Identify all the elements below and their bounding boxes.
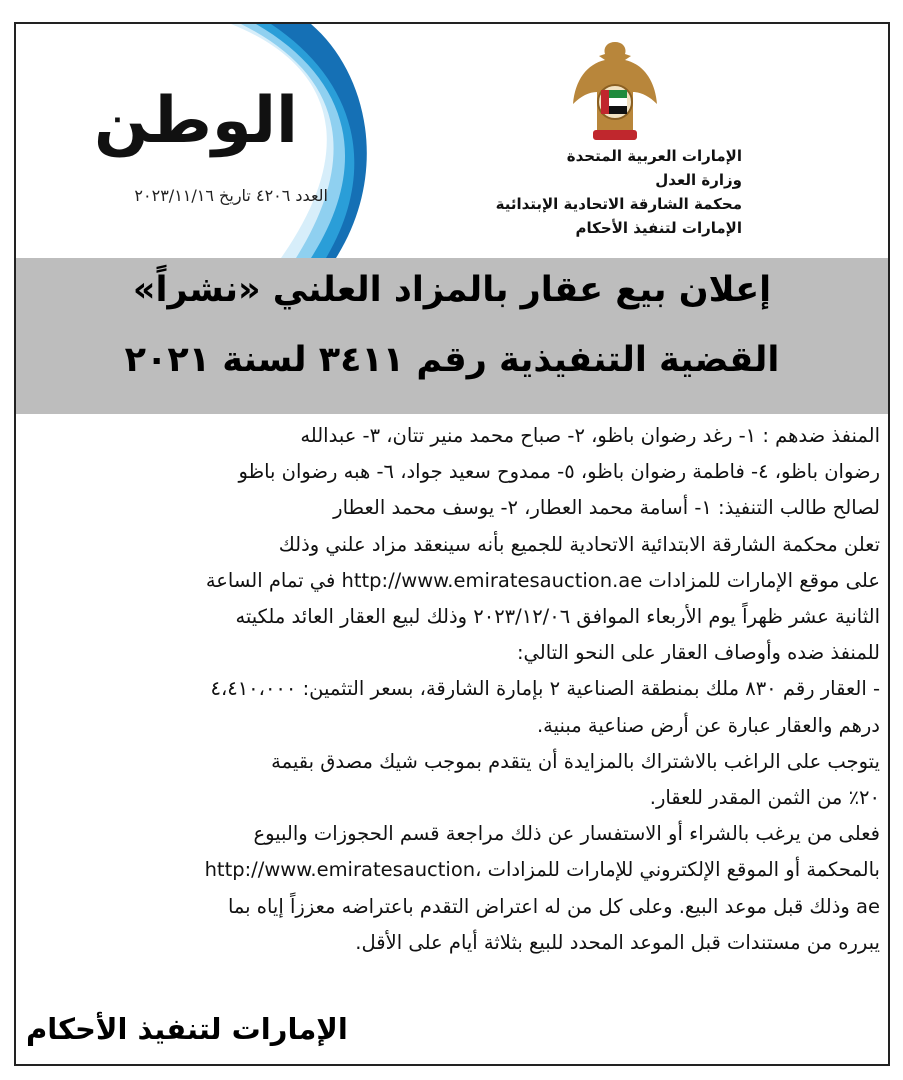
- authority-line-ministry: وزارة العدل: [655, 171, 742, 189]
- body-line: الثانية عشر ظهراً يوم الأربعاء الموافق ٢٠٢٣/١٢/٠٦ وذلك لبيع العقار العائد ملكيته: [235, 605, 880, 629]
- body-line: المنفذ ضدهم : ١- رغد رضوان باظو، ٢- صباح محمد منير تتان، ٣- عبدالله: [300, 424, 880, 447]
- body-line: ae وذلك قبل موعد البيع. وعلى كل من له اعتراض التقدم باعتراضه معززاً إياه بما: [227, 894, 880, 918]
- authority-line-enforcement: الإمارات لتنفيذ الأحكام: [575, 219, 742, 237]
- body-line: يتوجب على الراغب بالاشتراك بالمزايدة أن يتقدم بموجب شيك مصدق بقيمة: [271, 749, 880, 773]
- body-line: رضوان باظو، ٤- فاطمة رضوان باظو، ٥- ممدوح سعيد جواد، ٦- هبه رضوان باظو: [238, 460, 880, 484]
- body-line: ٢٠٪ من الثمن المقدر للعقار.: [649, 786, 880, 810]
- body-line: فعلى من يرغب بالشراء أو الاستفسار عن ذلك مراجعة قسم الحجوزات والبيوع: [253, 822, 880, 846]
- body-line: يبرره من مستندات قبل الموعد المحدد للبيع بثلاثة أيام على الأقل.: [355, 930, 880, 954]
- body-line: درهم والعقار عبارة عن أرض صناعية مبنية.: [536, 713, 880, 737]
- newspaper-name: الوطن: [94, 84, 298, 158]
- signature: الإمارات لتنفيذ الأحكام: [26, 1012, 348, 1046]
- announcement-title: إعلان بيع عقار بالمزاد العلني «نشراً»: [132, 270, 772, 310]
- announcement-body: [28, 418, 880, 961]
- body-line: على موقع الإمارات للمزادات http://www.emiratesauction.ae في تمام الساعة: [205, 568, 880, 592]
- body-line: تعلن محكمة الشارقة الابتدائية الاتحادية للجميع بأنه سينعقد مزاد علني وذلك: [278, 532, 880, 556]
- issuing-authority: [482, 144, 742, 240]
- body-line: للمنفذ ضده وأوصاف العقار على النحو التالي:: [516, 641, 880, 665]
- header: [16, 24, 888, 258]
- authority-line-country: الإمارات العربية المتحدة: [566, 147, 742, 165]
- announcement-frame: [14, 22, 890, 1066]
- issue-date-line: العدد ٤٢٠٦ تاريخ ٢٠٢٣/١١/١٦: [134, 186, 328, 205]
- body-line: بالمحكمة أو الموقع الإلكتروني للإمارات للمزادات ،http://www.emiratesauction: [204, 858, 880, 882]
- case-number-title: القضية التنفيذية رقم ٣٤١١ لسنة ٢٠٢١: [124, 340, 780, 380]
- uae-emblem-icon: [571, 34, 659, 144]
- authority-line-court: محكمة الشارقة الاتحادية الإبتدائية: [495, 195, 742, 213]
- body-line: - العقار رقم ٨٣٠ ملك بمنطقة الصناعية ٢ بإمارة الشارقة، بسعر التثمين: ٤،٤١٠،٠٠٠: [210, 677, 880, 701]
- title-band: [16, 258, 888, 414]
- body-line: لصالح طالب التنفيذ: ١- أسامة محمد العطار، ٢- يوسف محمد العطار: [333, 496, 880, 520]
